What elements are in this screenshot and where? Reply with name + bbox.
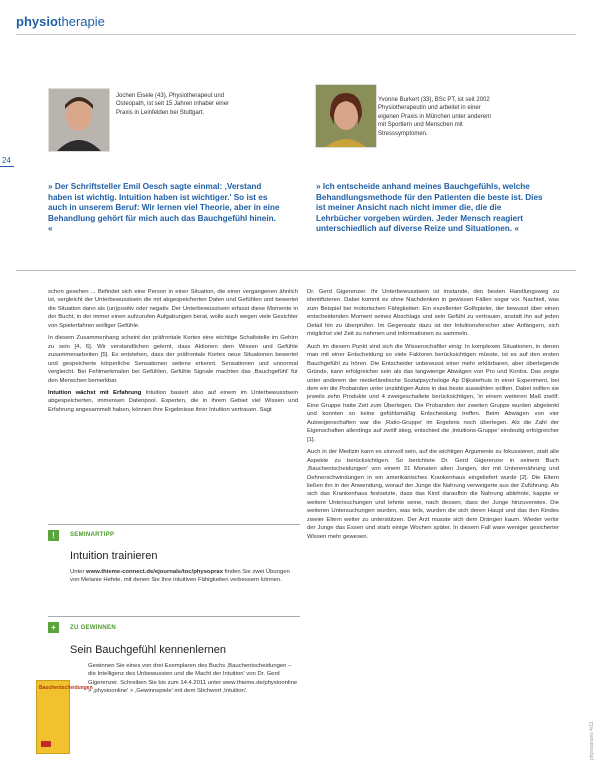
box-text: Unter www.thieme-connect.de/ejournals/toc/physoprax finden Sie zwei Übungen von Melanie Hefele, mit denen Sie Ihre intuitiven Fähigkeiten verbessern können.: [70, 569, 290, 584]
subheading: Intuition wächst mit Erfahrung: [48, 389, 142, 396]
paragraph: Auch in der Medizin kann es sinnvoll sein, auf die wichtigen Argumente zu fokussieren, statt alle Aspekte zu berücksichtigen. So berichtete Dr. Gerd Gigerenzer in seinem Buch ‚Bauchentscheidungen' von einem 31 Monaten alten Jungen, der mit Unterernährung und Dehnerschwindungen in ein amerikanisches Krankenhaus eingeliefert wurde [2]. Die Eltern ließen ihn in der Anwendung, worauf der Junge die Nahrung verweigerte aus der Zuführung. Als sich das Krankenhaus festsetzte, dass das Kind daraufhin die Nahrung ablehnte, kappte er weitere Untersuchungen und lehnte seine, nach dessen, dass der Junge hinzuverwies. Die weiteren Untersuchungen wurden, was teils, wurden die sich deren Haupt und das den Kindes zweier Eltern weiter zu unterstützen. Der Arzt musste sich dem Drängen kaum. Wieder verlor der Junge das Essen und starb einige Wochen später. In diesem Fall ware weniger gesicherter Wissen mehr gewesen.: [307, 449, 559, 540]
book-cover-image: [36, 680, 93, 754]
paragraph: In diesem Zusammenhang scheint der präfrontale Kortex eine wichtige Schaltstelle im Gehirn zu sein [4, 6]. Wir verstandlichen gelernt, dass Aktionen dem Wissen und Gefühle zusammenarbeiten [5]. Es entstehen, dass der präfrontale Kortex neue Situationen bewertet und gespeicherte körperliche Sensationen seitens erkennt. Sensationen und unnormal vergleicht. Bei Fehlmerkmalen bei Gefühlen, Gefühle Signale machten das ‚Bauchgefühl' für den Menschen bemerkbar.: [48, 335, 298, 384]
article-column-left: [48, 288, 298, 418]
author-photo-right: [315, 84, 377, 148]
woman-portrait-icon: [316, 85, 376, 147]
paragraph: Auch im diesem Punkt sind sich die Wissenschaftler einig: In komplexen Situationen, in denen man mit einer Entscheidung so viele Faktoren berücksichtigen müsste, ist es auf den ersten Bauchgefühl zu hören. Die Entscheider unbewusst einer mehr erklärbaren, aber überlegende Gründe, kann erfolgreicher sein als das langwierige Abwägen von Pro und Kontra. Das zeigte unter anderem der niederländische Sozialpsychologe Ap Dijksterhuis in einer Experiment, bei dem ein die Probanden unter unzähligen Autos in das beste auswählen sollten. Dabei sollten sie jeweils zehn Produkte und 4 zweigeschaltete berücksichtigen, 'in einem weiteren Maß zwölf. Eine Gruppe hatte Zeit zum Überlegen. Die Probanden der zweiten Gruppe wurden abgelenkt und konnten so keine gefühlsmäßig Entscheidung treffen. Beim Abwägen von vier Autoeigenschaften war die ‚Ratio-Gruppe' im Ergebnis noch überlegen. Als die Zahl der Eigenschaften allerdings auf zwölf stieg, entschied die ‚Intuitions-Gruppe' eindeutig erfolgreicher [1].: [307, 343, 559, 443]
book-cover-title: Bauchentscheidungen: [39, 685, 93, 691]
tip-icon: !: [48, 530, 59, 541]
author-quote-right: » Ich entscheide anhand meines Bauchgefühls, welche Behandlungsmethode für den Patienten die beste ist. Dies ist meiner Ansicht nach nicht immer die, die die Lehrbücher vorgeben würden. Jeder Mensch reagiert unterschiedlich auf diverse Reize und Situationen. «: [316, 182, 543, 234]
man-portrait-icon: [49, 89, 109, 151]
box-title: Sein Bauchgefühl kennenlernen: [70, 644, 226, 656]
page-number-marker: [0, 166, 14, 167]
box-divider: [48, 616, 300, 617]
paragraph: Dr. Gerd Gigerenzer. Ihr Unterbewusstsein ist imstande, den besten Handlungsweg zu identifizieren. Dabei kommt es ohne Nachdenken in gewissen Fällen sogar vor. Nachteil, was zum Beispiel bei motorischen Fähigkeiten: Ein exzellenter Golfspieler, der bewusst über einen entscheidenden Moment seines Abschlags und sein Gefühl zu vertrauen, anstatt ihn auf jeden Detail hin zu überprüfen. Im Gegensatz dazu ist der Intuitionsforscher aber Anfängern, sich möglichst viel Zeit zu nehmen und Informationen zu sammeln.: [307, 289, 559, 338]
seminar-link[interactable]: www.thieme-connect.de/ejournals/toc/physoprax: [86, 569, 223, 575]
box-tag: SEMINARTIPP: [70, 532, 115, 538]
article-column-right: [307, 288, 559, 545]
magazine-section-header: physiotherapie: [16, 14, 105, 29]
author-photo-left: [48, 88, 110, 152]
footer-vertical-text: physiopraxis 4/11: [589, 721, 595, 760]
paragraph: schon gesehen ... Befindet sich eine Person in einer Situation, die einer vergangenen ähnlich ist, vergleicht der Unterbewusstsein die mit abgespeicherten Daten und Gefühlen und bewertet die Situation dann als (un)positiv oder negativ. Der Unterbewusstsein erfasst diese Momente in der Bucht, in der immer einen aufzurufen Aufgabungen berat, wolle auch wegen viele Gesichter von Spielerfahren wolliger Gefühle.: [48, 289, 298, 329]
box-text: Gewinnen Sie eines von drei Exemplaren des Buchs ‚Bauchentscheidungen – die Intelligenz des Unbewussten und die Macht der Intuition' von Dr. Gerd Gigerenzer. Schreiben Sie bis zum 14.4.2011 unter www.thieme.de/physioonline > ‚physioonline' > ‚Gewinnspiele' mit dem Stichwort ‚Intuition'.: [88, 663, 298, 695]
prize-icon: +: [48, 622, 59, 633]
author-bio-right: Yvonne Burkert (33), BSc PT, ist seit 2002 Physiotherapeutin und arbeitet in einer eigenen Praxis in München unter anderem mit Sportlern und Menschen mit Stresssymptomen.: [378, 97, 492, 137]
header-divider: [16, 34, 576, 35]
section-divider: [16, 270, 576, 271]
author-quote-left: » Der Schriftsteller Emil Oesch sagte einmal: ‚Verstand haben ist wichtig. Intuition haben ist wichtiger.' So ist es auch in unserem Beruf: Wir lernen viel Theorie, aber in eine Behandlung gehört für mich auch das Bauchgefühl hinein. «: [48, 182, 280, 234]
box-divider: [48, 524, 300, 525]
page-number: 24: [2, 156, 11, 165]
box-title: Intuition trainieren: [70, 550, 158, 562]
paragraph: Intuition wächst mit Erfahrung Intuition basiert also auf einem im Unterbewusstsein abgespeicherten, immensen Datenpool. Experten, die in ihrem Gebiet viel Wissen und Erfahrung angesammelt haben, können ihre Ergebnisse ihrer Intuition vertrauen. Sagt: [48, 389, 299, 413]
box-tag: ZU GEWINNEN: [70, 625, 116, 631]
author-bio-left: Jochen Eisele (43), Physiotherapeut und Osteopath, ist seit 15 Jahren inhaber einer Praxis in Leinfelden bei Stuttgart.: [116, 93, 230, 116]
